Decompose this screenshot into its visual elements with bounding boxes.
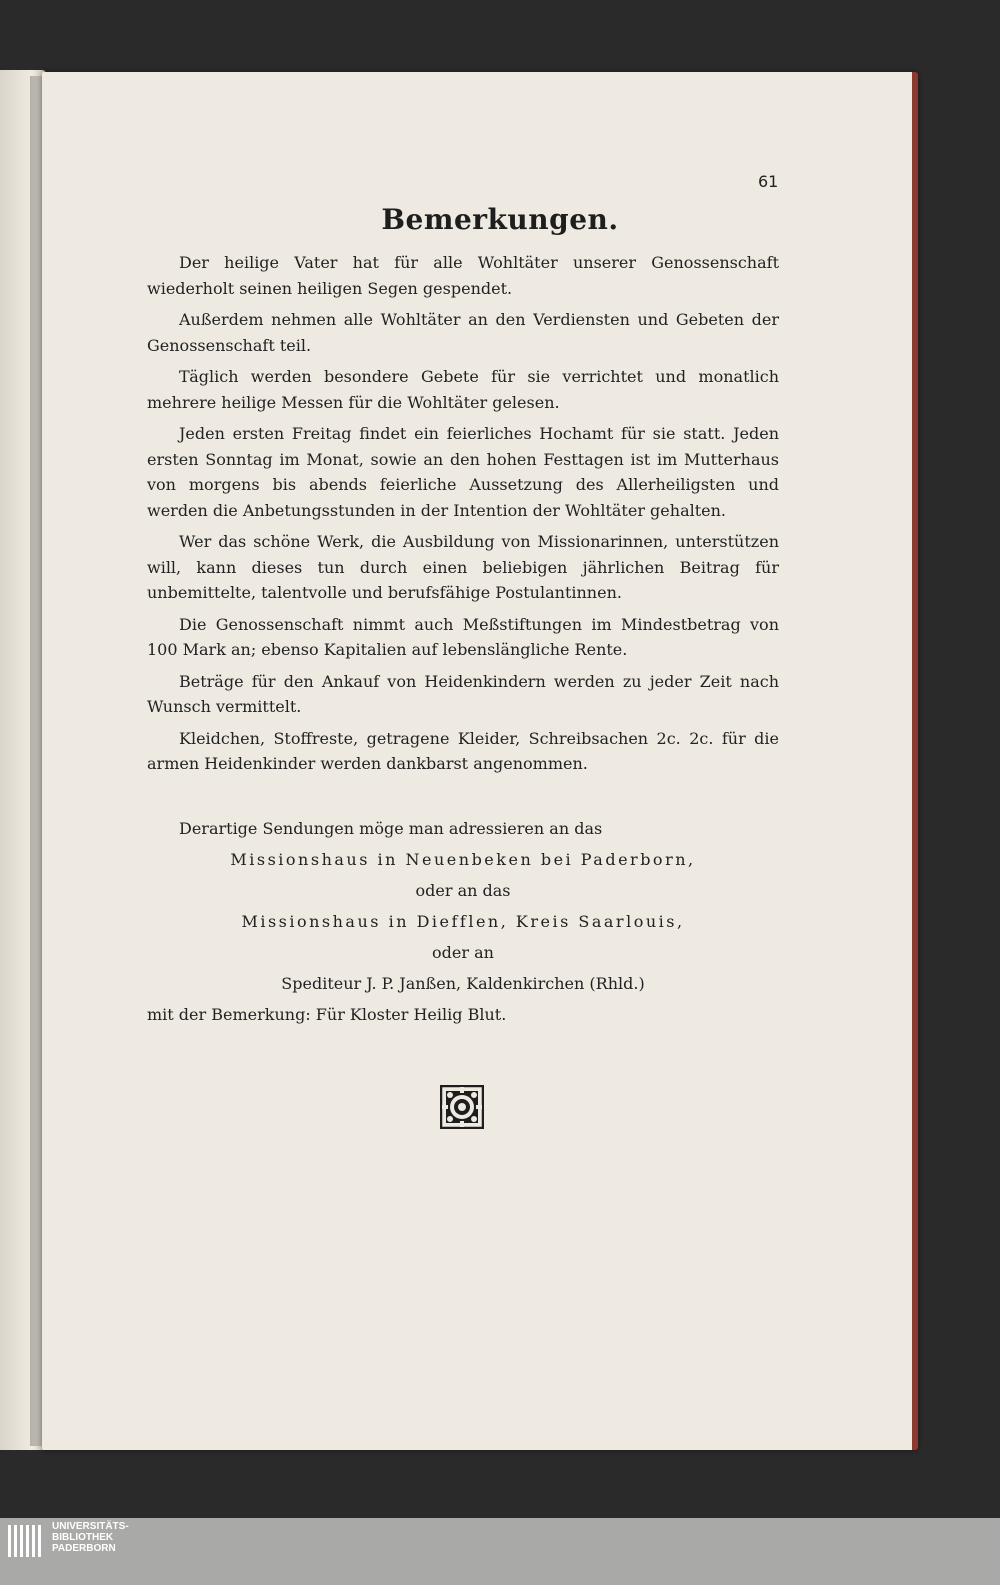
address-line-neuenbeken: Missionshaus in Neuenbeken bei Paderborn, (230, 850, 696, 869)
library-logo-text (52, 1521, 129, 1554)
paragraph: Beträge für den Ankauf von Heidenkindern werden zu jeder Zeit nach Wunsch vermittelt. (147, 671, 779, 716)
paragraph: Kleidchen, Stoffreste, getragene Kleider, Schreibsachen 2c. 2c. für die armen Heidenkinder werden dankbarst angenommen. (147, 728, 779, 773)
address-line-diefflen: Missionshaus in Diefflen, Kreis Saarlouis, (241, 912, 685, 931)
address-closing: mit der Bemerkung: Für Kloster Heilig Blut. (147, 1005, 507, 1024)
paragraph: Jeden ersten Freitag findet ein feierliches Hochamt für sie statt. Jeden ersten Sonntag im Monat, sowie an den hohen Festtagen ist im Mutterhaus von morgens bis abends feierliche Aussetzung des Allerheiligsten und werden die Anbetungsstunden in der Intention der Wohltäter gehalten. (147, 424, 779, 520)
ornament-icon (440, 1085, 484, 1129)
paragraph: Die Genossenschaft nimmt auch Meßstiftungen im Mindestbetrag von 100 Mark an; ebenso Kapitalien auf lebenslängliche Rente. (147, 614, 779, 659)
logo-line: UNIVERSITÄTS- (52, 1521, 129, 1532)
page-heading: Bemerkungen. (381, 203, 619, 236)
logo-line: PADERBORN (52, 1543, 116, 1554)
paragraph: Wer das schöne Werk, die Ausbildung von Missionarinnen, unterstützen will, kann dieses tun durch einen beliebigen jährlichen Beitrag für unbemittelte, talentvolle und berufsfähige Postulantinnen. (147, 532, 779, 602)
library-logo-icon (6, 1521, 46, 1561)
paragraph: Außerdem nehmen alle Wohltäter an den Verdiensten und Gebeten der Genossenschaft teil. (147, 310, 779, 355)
address-or: oder an (432, 943, 494, 962)
address-line-spediteur: Spediteur J. P. Janßen, Kaldenkirchen (Rhld.) (281, 974, 645, 993)
paragraph: Der heilige Vater hat für alle Wohltäter unserer Genossenschaft wiederholt seinen heiligen Segen gespendet. (147, 253, 779, 298)
address-block (147, 813, 779, 1030)
body-text (147, 250, 779, 783)
address-or: oder an das (415, 881, 511, 900)
paragraph: Täglich werden besondere Gebete für sie verrichtet und monatlich mehrere heilige Messen für die Wohltäter gelesen. (147, 367, 779, 412)
address-intro: Derartige Sendungen möge man adressieren an das (179, 819, 603, 838)
footer-bar (0, 1518, 1000, 1585)
logo-line: BIBLIOTHEK (52, 1532, 114, 1543)
page-number: 61 (758, 172, 779, 191)
